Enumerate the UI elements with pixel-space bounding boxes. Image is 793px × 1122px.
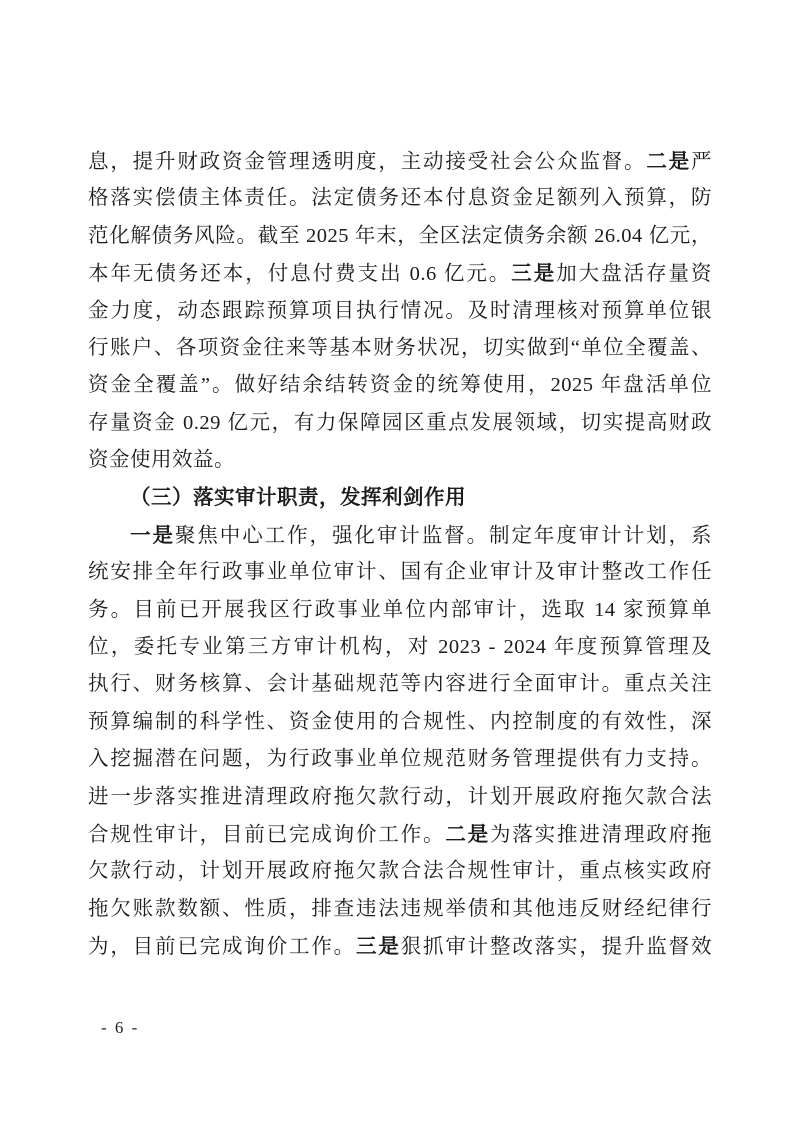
line-text: 本年无债务还本，付息付费支出 0.6 亿元。 [88,263,512,286]
text-line [88,779,712,816]
text-line [88,517,712,554]
text-line [88,330,712,367]
line-text: 行账户、各项资金往来等基本财务状况，切实做到“单位全覆盖、 [88,336,712,359]
line-text: 狠抓审计整改落实，提升监督效 [400,936,713,959]
line-text: 入挖掘潜在问题，为行政事业单位规范财务管理提供有力支持。 [88,748,712,771]
text-line [88,704,712,741]
text-line [88,741,712,778]
line-text: 加大盘活存量资 [556,263,713,286]
page-number: - 6 - [101,1018,140,1037]
line-bold-text: 一是 [130,523,175,547]
section-heading [88,480,712,517]
line-text: 存量资金 0.29 亿元，有力保障园区重点发展领域，切实提高财政 [88,411,712,434]
text-line [88,367,712,404]
text-line [88,592,712,629]
text-line [88,405,712,442]
text-line [88,891,712,928]
heading-text: （三）落实审计职责，发挥利剑作用 [130,486,466,509]
line-text: 范化解债务风险。截至 2025 年末，全区法定债务余额 26.04 亿元， [88,224,712,247]
line-text: 欠款行动，计划开展政府拖欠款合法合规性审计，重点核实政府 [88,860,712,883]
line-text: 合规性审计，目前已完成询价工作。 [88,824,446,847]
line-text: 严 [691,151,713,173]
line-text: 聚焦中心工作，强化审计监督。制定年度审计计划，系 [174,524,713,547]
line-text: 为落实推进清理政府拖 [490,824,713,847]
text-line [88,816,712,853]
text-line [88,293,712,330]
text-line [88,143,712,180]
line-bold-text: 二是 [646,150,692,173]
line-text: 预算编制的科学性、资金使用的合规性、内控制度的有效性，深 [88,710,712,733]
text-line [88,554,712,591]
document-body [88,143,712,966]
line-bold-text: 三是 [356,935,401,959]
text-line [88,928,712,965]
line-text: 资金使用效益。 [88,449,235,472]
text-line [88,853,712,890]
text-line [88,666,712,703]
line-bold-text: 三是 [511,262,557,286]
text-line [88,442,712,479]
text-line [88,180,712,217]
text-line [88,218,712,255]
line-text: 进一步落实推进清理政府拖欠款行动，计划开展政府拖欠款合法 [88,785,712,808]
line-text: 位，委托专业第三方审计机构，对 2023 - 2024 年度预算管理及 [88,636,712,659]
line-text: 息，提升财政资金管理透明度，主动接受社会公众监督。 [88,151,647,173]
line-text: 执行、财务核算、会计基础规范等内容进行全面审计。重点关注 [88,673,712,696]
text-line [88,255,712,292]
line-text: 为，目前已完成询价工作。 [88,936,356,959]
line-text: 统安排全年行政事业单位审计、国有企业审计及审计整改工作任 [88,561,712,584]
line-text: 金力度，动态跟踪预算项目执行情况。及时清理核对预算单位银 [88,299,712,322]
line-text: 资金全覆盖”。做好结余结转资金的统筹使用，2025 年盘活单位 [88,374,712,397]
line-text: 格落实偿债主体责任。法定债务还本付息资金足额列入预算，防 [88,187,712,210]
text-line [88,629,712,666]
line-bold-text: 二是 [445,823,491,847]
line-text: 拖欠账款数额、性质，排查违法违规举债和其他违反财经纪律行 [88,897,712,920]
line-text: 务。目前已开展我区行政事业单位内部审计，选取 14 家预算单 [88,598,712,621]
